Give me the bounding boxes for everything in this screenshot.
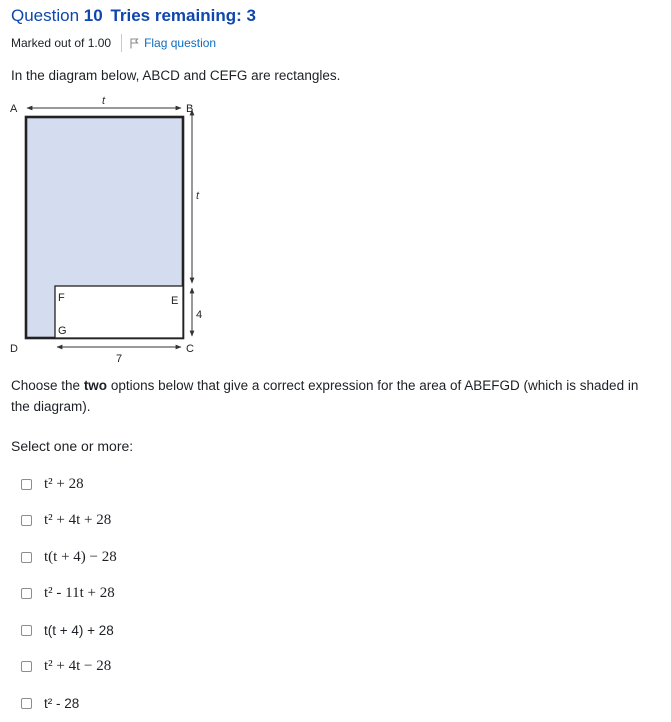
vertex-d: D bbox=[10, 343, 18, 355]
question-prompt bbox=[11, 375, 656, 417]
option-4[interactable] bbox=[21, 576, 117, 613]
option-checkbox[interactable] bbox=[21, 588, 32, 599]
prompt-emphasis: two bbox=[83, 378, 108, 393]
question-label: Question bbox=[11, 6, 80, 25]
flag-question-link[interactable] bbox=[130, 36, 216, 50]
option-text: t(t + 4) − 28 bbox=[44, 548, 117, 565]
option-checkbox[interactable] bbox=[21, 661, 32, 672]
flag-icon bbox=[130, 38, 139, 49]
option-text: t² + 28 bbox=[44, 475, 84, 492]
vertex-a: A bbox=[10, 103, 18, 115]
question-header bbox=[11, 6, 256, 26]
meta-divider bbox=[121, 34, 122, 52]
top-length-label: t bbox=[102, 95, 106, 107]
select-instruction: Select one or more: bbox=[11, 438, 134, 454]
option-checkbox[interactable] bbox=[21, 515, 32, 526]
answer-options bbox=[21, 466, 117, 722]
rectangle-cefg-outline bbox=[55, 286, 183, 338]
option-text: t² - 11t + 28 bbox=[44, 585, 115, 602]
option-6[interactable] bbox=[21, 649, 117, 686]
option-3[interactable] bbox=[21, 539, 117, 576]
option-7[interactable] bbox=[21, 685, 117, 722]
tries-remaining: Tries remaining: 3 bbox=[110, 6, 256, 25]
option-checkbox[interactable] bbox=[21, 625, 32, 636]
option-text: t(t + 4) + 28 bbox=[44, 622, 114, 638]
option-checkbox[interactable] bbox=[21, 552, 32, 563]
option-1[interactable] bbox=[21, 466, 117, 503]
marked-out-of: Marked out of 1.00 bbox=[11, 36, 112, 50]
prompt-text-end: options below that give a correct expression for the area of ABEFGD (which is shaded in the diagram). bbox=[11, 378, 639, 414]
right-small-label: 4 bbox=[196, 309, 203, 321]
vertex-b: B bbox=[186, 103, 194, 115]
question-meta bbox=[11, 34, 216, 52]
flag-question-label: Flag question bbox=[144, 36, 217, 50]
rectangle-diagram bbox=[0, 90, 230, 370]
right-length-label: t bbox=[196, 190, 200, 202]
bottom-length-label: 7 bbox=[116, 353, 123, 365]
question-number: 10 bbox=[83, 6, 103, 25]
vertex-f: F bbox=[58, 292, 65, 304]
option-checkbox[interactable] bbox=[21, 479, 32, 490]
prompt-text-start: Choose the bbox=[11, 378, 84, 393]
vertex-e: E bbox=[171, 295, 179, 307]
option-text: t² - 28 bbox=[44, 695, 80, 711]
question-intro: In the diagram below, ABCD and CEFG are rectangles. bbox=[11, 68, 341, 83]
vertex-g: G bbox=[58, 325, 67, 337]
option-checkbox[interactable] bbox=[21, 698, 32, 709]
vertex-c: C bbox=[186, 343, 194, 355]
option-5[interactable] bbox=[21, 612, 117, 649]
option-text: t² + 4t + 28 bbox=[44, 512, 112, 529]
option-text: t² + 4t − 28 bbox=[44, 658, 112, 675]
option-2[interactable] bbox=[21, 503, 117, 540]
